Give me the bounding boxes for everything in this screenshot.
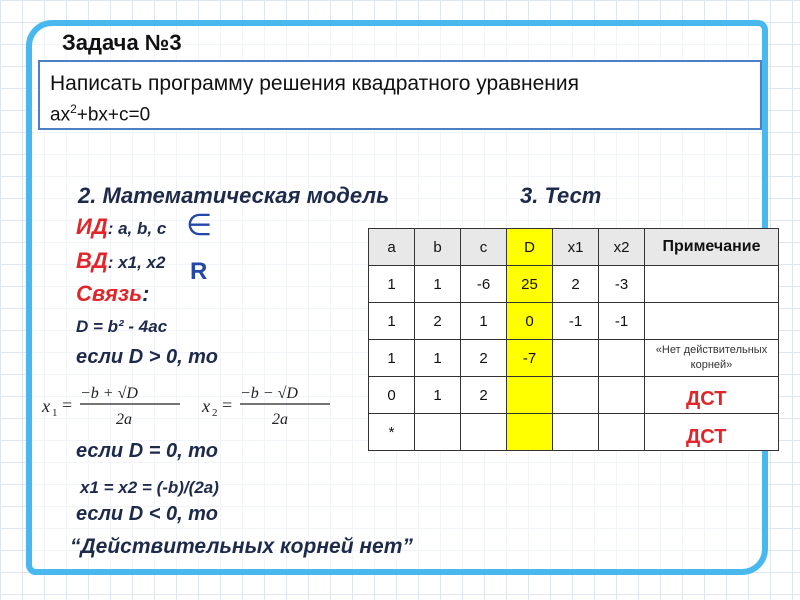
col-note-header: Примечание — [645, 229, 779, 266]
svg-text:=: = — [222, 395, 233, 415]
task-statement-line1: Написать программу решения квадратного уравнения — [50, 72, 579, 95]
table-cell: * — [369, 414, 415, 451]
test-table — [368, 228, 779, 451]
table-cell: 1 — [369, 303, 415, 340]
table-cell-note: «Нет действительных корней» — [645, 340, 779, 377]
if-d-zero: если D = 0, то — [76, 440, 218, 462]
table-cell: 1 — [415, 266, 461, 303]
id-line — [76, 214, 166, 240]
element-of-icon: ∈ — [186, 209, 213, 242]
col-c-header: c — [461, 229, 507, 266]
table-cell: 2 — [553, 266, 599, 303]
no-real-roots-text: “Действительных корней нет” — [70, 535, 413, 558]
formula-x2-graphic — [200, 378, 350, 434]
svg-text:2: 2 — [212, 407, 218, 419]
task-statement-box — [38, 60, 762, 130]
col-x2-header: x2 — [599, 229, 645, 266]
table-cell — [599, 414, 645, 451]
table-cell — [599, 377, 645, 414]
equal-roots-formula: x1 = x2 = (-b)/(2a) — [80, 478, 219, 497]
link-label: Связь — [76, 281, 143, 306]
col-x1-header: x1 — [553, 229, 599, 266]
table-cell: 0 — [369, 377, 415, 414]
id-value: : a, b, c — [107, 219, 167, 238]
table-cell — [645, 266, 779, 303]
real-set-symbol: R — [190, 258, 208, 285]
table-cell — [553, 377, 599, 414]
if-d-positive: если D > 0, то — [76, 346, 218, 368]
table-cell — [507, 414, 553, 451]
formula-x1 — [40, 378, 190, 439]
link-colon: : — [142, 281, 150, 306]
formula-x2 — [200, 378, 350, 439]
link-line — [76, 281, 149, 307]
svg-text:1: 1 — [52, 407, 58, 419]
model-heading: 2. Математическая модель — [78, 183, 390, 208]
table-cell: 2 — [461, 377, 507, 414]
table-cell — [645, 303, 779, 340]
table-cell: 1 — [415, 340, 461, 377]
svg-text:x: x — [42, 396, 50, 416]
col-a-header: a — [369, 229, 415, 266]
table-cell: 1 — [369, 340, 415, 377]
test-heading: 3. Тест — [520, 183, 602, 208]
table-row — [369, 340, 779, 377]
table-cell: 25 — [507, 266, 553, 303]
table-cell: 0 — [507, 303, 553, 340]
vd-line — [76, 248, 165, 274]
task-statement-equation — [50, 102, 150, 126]
table-cell: -7 — [507, 340, 553, 377]
table-cell — [507, 377, 553, 414]
vd-label: ВД — [76, 248, 108, 273]
table-cell: 2 — [461, 340, 507, 377]
table-cell: -1 — [553, 303, 599, 340]
table-cell — [599, 340, 645, 377]
table-cell — [553, 414, 599, 451]
col-d-header: D — [507, 229, 553, 266]
svg-text:−b + √D: −b + √D — [80, 385, 138, 402]
table-cell: 2 — [415, 303, 461, 340]
svg-text:=: = — [62, 395, 73, 415]
annotation-dst-2: ДСТ — [686, 426, 727, 448]
id-label: ИД — [76, 214, 108, 239]
table-header-row — [369, 229, 779, 266]
table-row — [369, 266, 779, 303]
col-b-header: b — [415, 229, 461, 266]
table-cell — [415, 414, 461, 451]
table-cell — [553, 340, 599, 377]
table-cell: 1 — [369, 266, 415, 303]
table-cell: 1 — [461, 303, 507, 340]
svg-text:2a: 2a — [272, 411, 288, 428]
formula-x1-graphic — [40, 378, 190, 434]
svg-text:x: x — [202, 396, 210, 416]
vd-value: : x1, x2 — [107, 253, 166, 272]
table-cell: -3 — [599, 266, 645, 303]
equation-part-b: +bx+c=0 — [76, 104, 151, 126]
table-cell: -6 — [461, 266, 507, 303]
equation-exponent: 2 — [70, 102, 77, 116]
equation-part-a: ax — [50, 104, 71, 126]
table-cell — [461, 414, 507, 451]
discriminant-formula: D = b² - 4ac — [76, 317, 168, 336]
svg-text:−b − √D: −b − √D — [240, 385, 298, 402]
svg-text:2a: 2a — [116, 411, 132, 428]
if-d-negative: если D < 0, то — [76, 503, 218, 525]
table-cell: 1 — [415, 377, 461, 414]
annotation-dst-1: ДСТ — [686, 388, 727, 410]
task-title: Задача №3 — [62, 30, 182, 55]
table-row — [369, 303, 779, 340]
table-cell: -1 — [599, 303, 645, 340]
